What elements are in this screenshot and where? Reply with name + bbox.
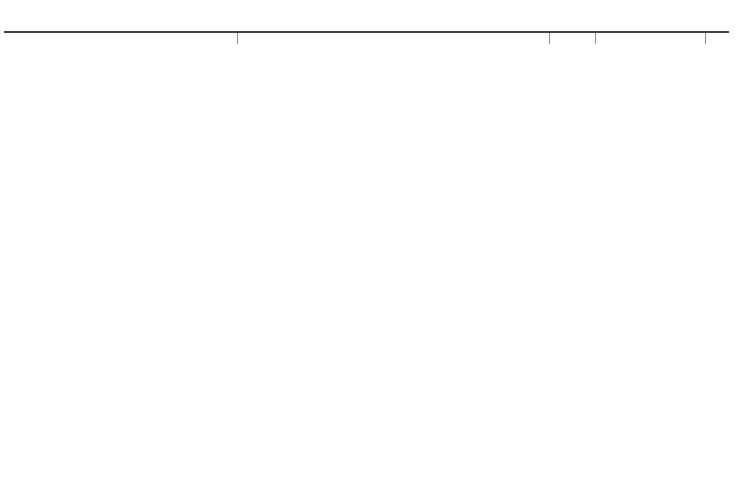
subheader-blank-cond [237, 32, 549, 44]
header-max [671, 32, 705, 44]
module-spec-table [4, 31, 729, 44]
subheader-blank-unit [705, 32, 729, 44]
table-subheader [4, 32, 729, 44]
header-min [595, 32, 633, 44]
subheader-blank-sym [549, 32, 595, 44]
header-typ [633, 32, 671, 44]
subheader-blank-name [4, 32, 237, 44]
